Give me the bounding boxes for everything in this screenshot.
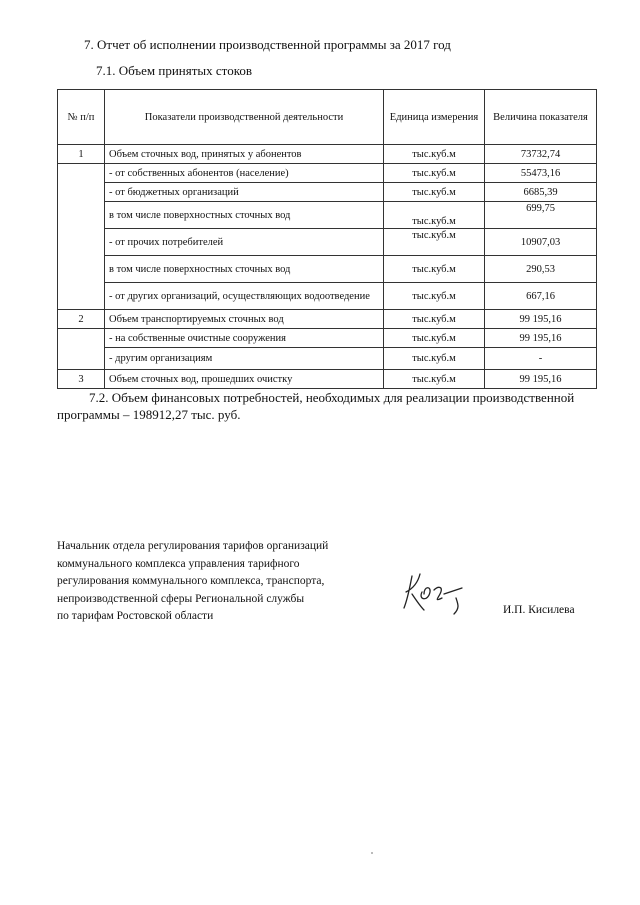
row-num: 1	[58, 145, 105, 164]
row-indicator: Объем транспортируемых сточных вод	[105, 310, 384, 329]
financial-paragraph: 7.2. Объем финансовых потребностей, необходимых для реализации производственной программы – 198912,27 тыс. руб.	[57, 390, 575, 422]
signer-name: И.П. Кисилева	[503, 604, 575, 616]
row-unit: тыс.куб.м	[384, 229, 485, 256]
row-indicator: - от прочих потребителей	[105, 229, 384, 256]
row-unit: тыс.куб.м	[384, 183, 485, 202]
row-value: 10907,03	[485, 229, 597, 256]
header-unit: Единица измерения	[384, 90, 485, 145]
table-row	[58, 202, 597, 229]
row-indicator: в том числе поверхностных сточных вод	[105, 202, 384, 229]
row-unit: тыс.куб.м	[384, 370, 485, 389]
row-indicator: в том числе поверхностных сточных вод	[105, 256, 384, 283]
row-indicator: - от других организаций, осуществляющих водоотведение	[105, 283, 384, 310]
row-indicator: - на собственные очистные сооружения	[105, 329, 384, 348]
position-line: непроизводственной сферы Региональной службы	[57, 592, 305, 605]
row-unit: тыс.куб.м	[384, 329, 485, 348]
row-unit: тыс.куб.м	[384, 283, 485, 310]
table-header-row	[58, 90, 597, 145]
row-indicator: Объем сточных вод, прошедших очистку	[105, 370, 384, 389]
header-num: № п/п	[58, 90, 105, 145]
row-indicator: - другим организациям	[105, 348, 384, 370]
position-line: по тарифам Ростовской области	[57, 610, 214, 622]
row-unit: тыс.куб.м	[384, 164, 485, 183]
row-num: 2	[58, 310, 105, 329]
row-unit: тыс.куб.м	[384, 145, 485, 164]
row-unit: тыс.куб.м	[384, 256, 485, 283]
row-value: 667,16	[485, 283, 597, 310]
table-row	[58, 256, 597, 283]
row-value: 99 195,16	[485, 310, 597, 329]
row-value: 6685,39	[485, 183, 597, 202]
row-indicator: Объем сточных вод, принятых у абонентов	[105, 145, 384, 164]
signatory-position	[57, 538, 377, 626]
row-value: 73732,74	[485, 145, 597, 164]
row-value: 290,53	[485, 256, 597, 283]
table-row	[58, 164, 597, 183]
table-row	[58, 329, 597, 348]
position-line: регулирования коммунального комплекса, транспорта,	[57, 575, 325, 587]
table-row	[58, 229, 597, 256]
handwritten-signature	[398, 568, 476, 620]
row-unit: тыс.куб.м	[384, 310, 485, 329]
report-table	[57, 89, 597, 389]
row-value: 99 195,16	[485, 329, 597, 348]
row-num-group	[58, 164, 105, 310]
row-num: 3	[58, 370, 105, 389]
row-value: 99 195,16	[485, 370, 597, 389]
table-row	[58, 370, 597, 389]
row-num-group	[58, 329, 105, 370]
subsection-title: 7.1. Объем принятых стоков	[96, 63, 252, 78]
table-row	[58, 348, 597, 370]
row-indicator: - от бюджетных организаций	[105, 183, 384, 202]
scan-speck	[371, 852, 373, 854]
table-row	[58, 310, 597, 329]
row-unit: тыс.куб.м	[384, 348, 485, 370]
row-value: -	[485, 348, 597, 370]
section-title: 7. Отчет об исполнении производственной программы за 2017 год	[84, 37, 451, 52]
row-value: 699,75	[485, 202, 597, 229]
row-value: 55473,16	[485, 164, 597, 183]
row-indicator: - от собственных абонентов (население)	[105, 164, 384, 183]
header-value: Величина показателя	[485, 90, 597, 145]
table-row	[58, 183, 597, 202]
table-row	[58, 145, 597, 164]
position-line: Начальник отдела регулирования тарифов организаций	[57, 540, 329, 552]
row-unit: тыс.куб.м	[384, 202, 485, 229]
table-row	[58, 283, 597, 310]
position-line: коммунального комплекса управления тарифного	[57, 557, 300, 570]
header-indicator: Показатели производственной деятельности	[105, 90, 384, 145]
